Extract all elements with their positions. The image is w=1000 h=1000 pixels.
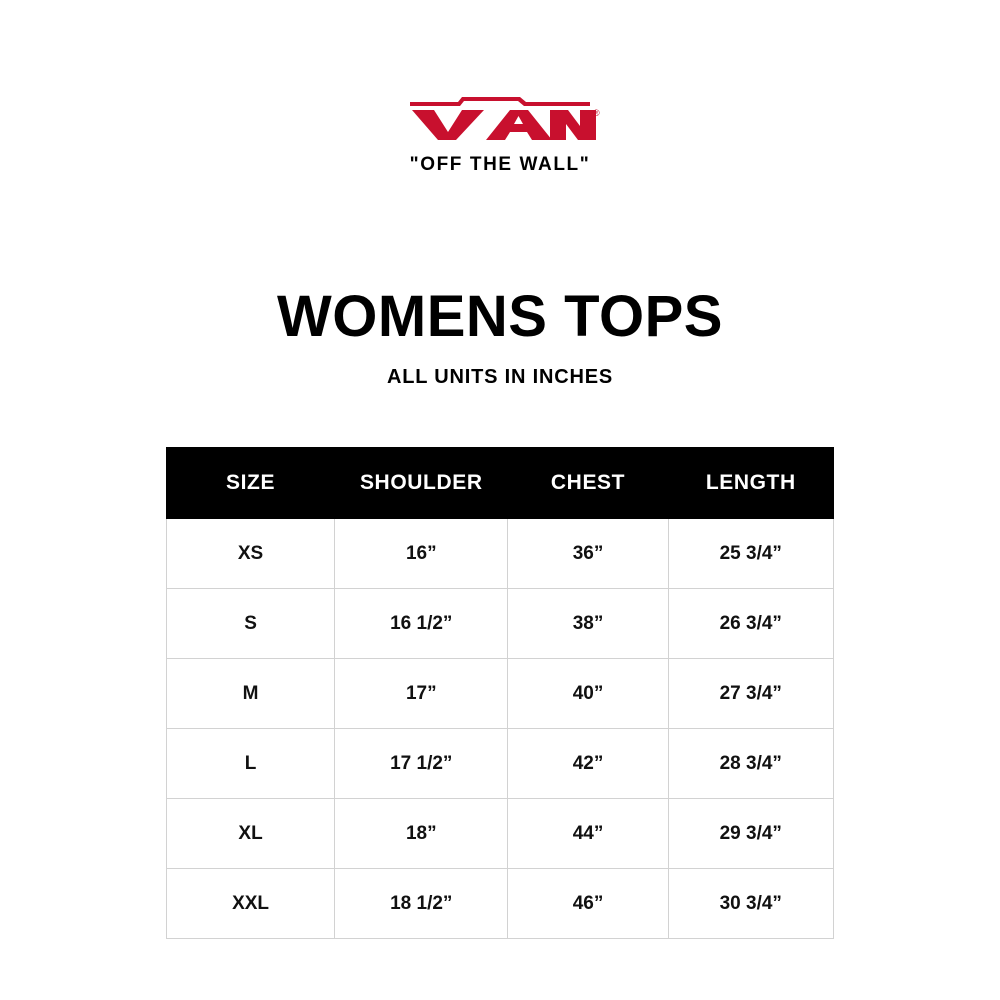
- cell-shoulder: 17 1/2”: [335, 729, 508, 799]
- table-header-row: [167, 448, 834, 519]
- cell-size: XS: [167, 519, 335, 589]
- cell-shoulder: 18”: [335, 799, 508, 869]
- size-table-wrapper: [166, 447, 834, 939]
- cell-size: L: [167, 729, 335, 799]
- cell-length: 30 3/4”: [668, 869, 833, 939]
- table-row: [167, 729, 834, 799]
- svg-text:®: ®: [593, 108, 600, 118]
- table-row: [167, 659, 834, 729]
- cell-size: S: [167, 589, 335, 659]
- cell-length: 28 3/4”: [668, 729, 833, 799]
- brand-tagline: "OFF THE WALL": [409, 154, 591, 175]
- table-body: [167, 519, 834, 939]
- cell-shoulder: 16 1/2”: [335, 589, 508, 659]
- cell-shoulder: 18 1/2”: [335, 869, 508, 939]
- cell-size: M: [167, 659, 335, 729]
- cell-chest: 40”: [508, 659, 668, 729]
- column-header-length: LENGTH: [668, 448, 833, 519]
- column-header-chest: CHEST: [508, 448, 668, 519]
- page-subtitle: ALL UNITS IN INCHES: [387, 366, 613, 388]
- cell-length: 29 3/4”: [668, 799, 833, 869]
- column-header-shoulder: SHOULDER: [335, 448, 508, 519]
- cell-length: 26 3/4”: [668, 589, 833, 659]
- cell-length: 25 3/4”: [668, 519, 833, 589]
- table-row: [167, 869, 834, 939]
- table-row: [167, 519, 834, 589]
- cell-chest: 44”: [508, 799, 668, 869]
- vans-logo-icon: [400, 88, 600, 142]
- cell-chest: 46”: [508, 869, 668, 939]
- table-header: [167, 448, 834, 519]
- cell-chest: 38”: [508, 589, 668, 659]
- table-row: [167, 799, 834, 869]
- cell-shoulder: 16”: [335, 519, 508, 589]
- cell-size: XL: [167, 799, 335, 869]
- cell-chest: 36”: [508, 519, 668, 589]
- size-table: [166, 447, 834, 939]
- cell-shoulder: 17”: [335, 659, 508, 729]
- cell-size: XXL: [167, 869, 335, 939]
- page-title: WOMENS TOPS: [277, 284, 723, 349]
- column-header-size: SIZE: [167, 448, 335, 519]
- cell-length: 27 3/4”: [668, 659, 833, 729]
- brand-block: [400, 88, 600, 176]
- cell-chest: 42”: [508, 729, 668, 799]
- table-row: [167, 589, 834, 659]
